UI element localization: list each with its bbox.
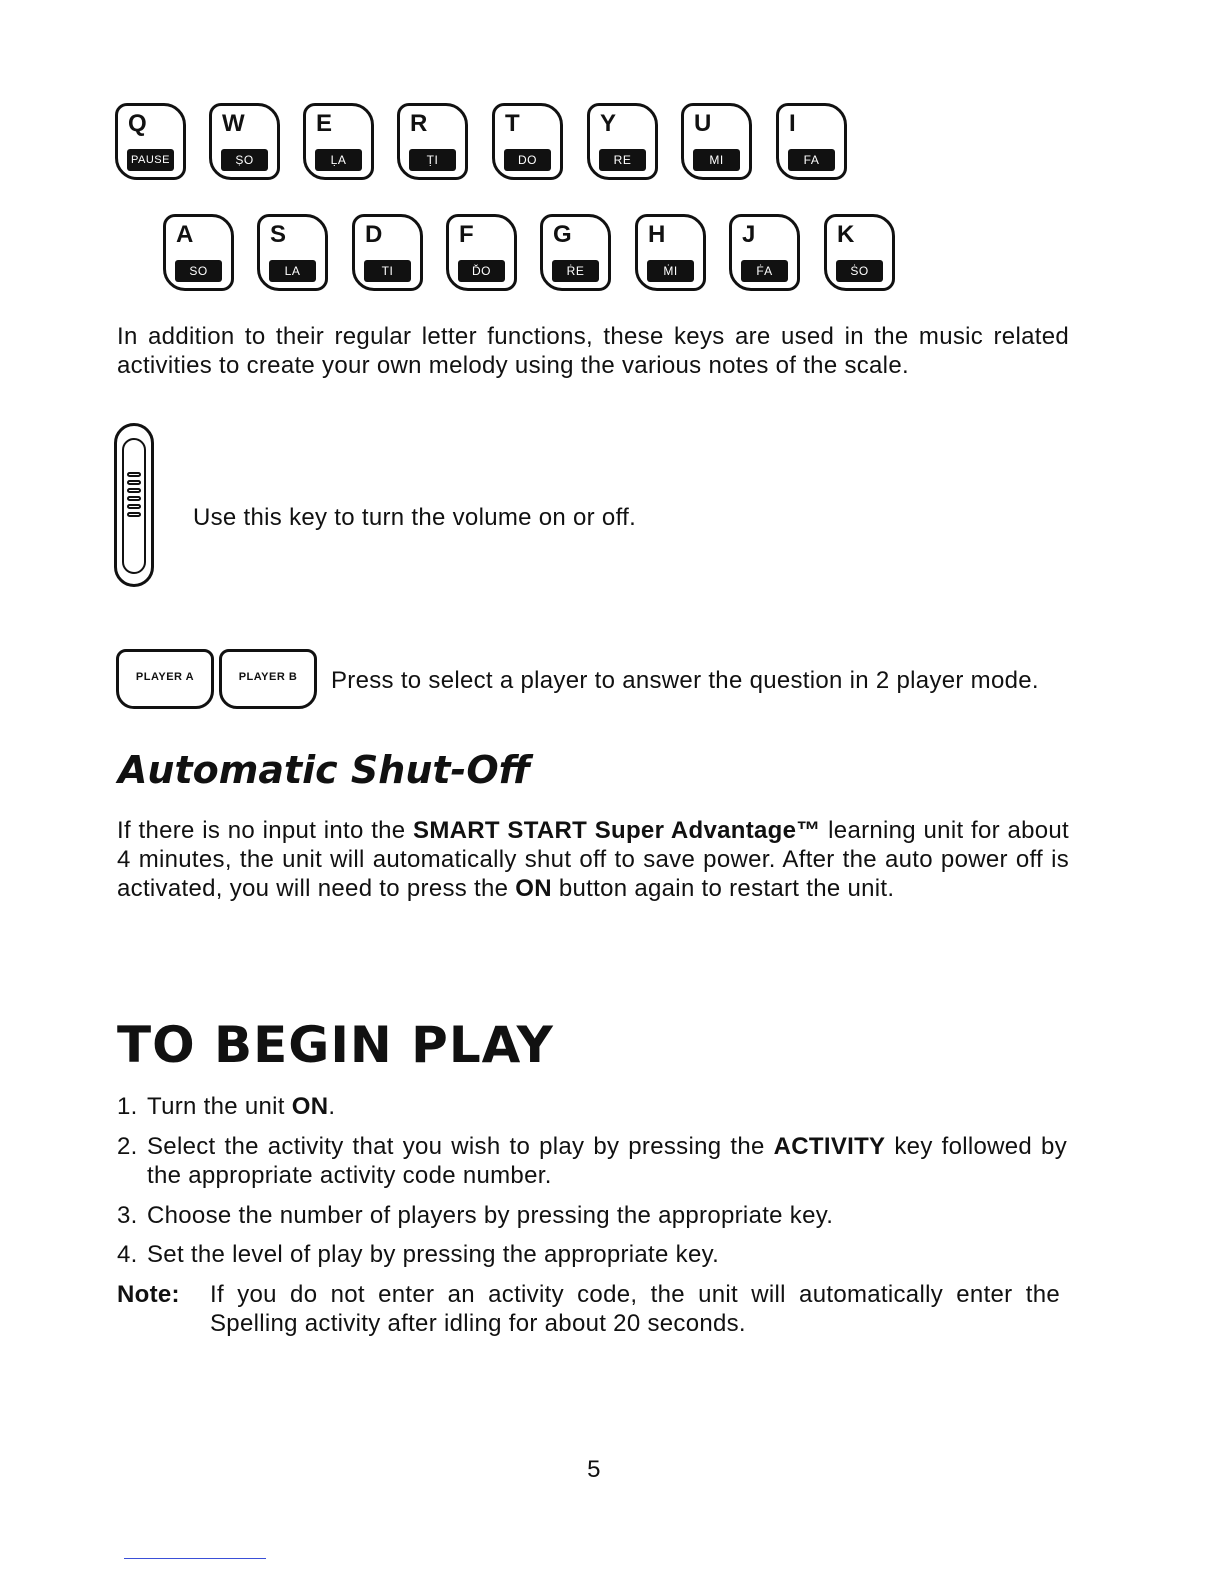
key-note: RE (599, 149, 646, 171)
volume-grip-icon (127, 480, 141, 485)
key-letter: Q (128, 110, 147, 137)
key-letter: S (270, 221, 287, 248)
volume-grip-icon (127, 496, 141, 501)
key-g[interactable] (540, 214, 611, 291)
volume-description: Use this key to turn the volume on or off. (193, 504, 637, 531)
key-a[interactable] (163, 214, 234, 291)
page-number: 5 (587, 1456, 601, 1483)
key-letter: G (553, 221, 572, 248)
step-keyword: ON (291, 1093, 329, 1120)
shutoff-text-1: If there is no input into the (117, 817, 414, 844)
step-number: 2. (117, 1133, 138, 1160)
step-4 (117, 1240, 1072, 1269)
player-a-label: PLAYER A (135, 671, 195, 683)
key-e[interactable] (303, 103, 374, 180)
footer-divider (124, 1558, 266, 1559)
on-word: ON (515, 875, 552, 902)
key-y[interactable] (587, 103, 658, 180)
step-3 (117, 1201, 1072, 1230)
key-note: LA (269, 260, 316, 282)
note-text: If you do not enter an activity code, the unit will automatically enter the Spelling activity after idling for about 20 seconds. (210, 1281, 1060, 1337)
key-letter: F (459, 221, 474, 248)
key-q[interactable] (115, 103, 186, 180)
key-note: ḶA (315, 149, 362, 171)
step-text: Choose the number of players by pressing the appropriate key. (147, 1202, 834, 1229)
step-text: key followed by the appropriate activity code number. (147, 1133, 1067, 1189)
key-note: FA (788, 149, 835, 171)
key-letter: D (365, 221, 383, 248)
key-letter: A (176, 221, 194, 248)
shutoff-heading: Automatic Shut-Off (118, 748, 531, 792)
note-block (117, 1280, 1067, 1338)
step-text: . (328, 1093, 336, 1120)
key-note: ĎO (458, 260, 505, 282)
step-2 (117, 1132, 1072, 1190)
shutoff-paragraph (117, 816, 1069, 903)
key-letter: I (789, 110, 796, 137)
step-1 (117, 1092, 1072, 1121)
step-text: Set the level of play by pressing the appropriate key. (147, 1241, 720, 1268)
key-note: ṠO (836, 260, 883, 282)
key-note: MI (693, 149, 740, 171)
volume-grip-icon (127, 504, 141, 509)
step-number: 3. (117, 1202, 138, 1229)
key-h[interactable] (635, 214, 706, 291)
key-r[interactable] (397, 103, 468, 180)
key-note: ṀI (647, 260, 694, 282)
key-note: ṢO (221, 149, 268, 171)
step-text: Select the activity that you wish to play by pressing the (147, 1133, 774, 1160)
key-t[interactable] (492, 103, 563, 180)
key-u[interactable] (681, 103, 752, 180)
key-note: TI (364, 260, 411, 282)
volume-slider-key[interactable] (114, 423, 154, 587)
step-number: 4. (117, 1241, 138, 1268)
player-description: Press to select a player to answer the question in 2 player mode. (331, 667, 1039, 694)
key-note: SO (175, 260, 222, 282)
keys-description: In addition to their regular letter functions, these keys are used in the music related activities to create your own melody using the various notes of the scale. (117, 323, 1069, 379)
key-note: PAUSE (127, 149, 174, 171)
key-letter: R (410, 110, 428, 137)
player-a-key[interactable] (116, 649, 214, 709)
key-letter: J (742, 221, 756, 248)
key-letter: U (694, 110, 712, 137)
key-letter: E (316, 110, 333, 137)
key-i[interactable] (776, 103, 847, 180)
volume-grip-icon (127, 488, 141, 493)
step-text: Turn the unit (147, 1093, 292, 1120)
key-letter: Y (600, 110, 617, 137)
step-keyword: ACTIVITY (773, 1133, 886, 1160)
key-letter: T (505, 110, 520, 137)
begin-heading: TO BEGIN PLAY (117, 1016, 554, 1074)
key-s[interactable] (257, 214, 328, 291)
shutoff-text-2: learning unit for about 4 minutes, the unit will automatically shut off to save power. After the auto power off is activated, you will need to press the (117, 817, 1070, 902)
player-b-key[interactable] (219, 649, 317, 709)
key-note: DO (504, 149, 551, 171)
key-letter: W (222, 110, 245, 137)
note-label: Note: (117, 1281, 180, 1308)
key-f[interactable] (446, 214, 517, 291)
key-d[interactable] (352, 214, 423, 291)
player-b-label: PLAYER B (238, 671, 298, 683)
shutoff-text-3: button again to restart the unit. (551, 875, 895, 902)
volume-grip-icon (127, 472, 141, 477)
step-number: 1. (117, 1093, 138, 1120)
product-name: SMART START Super Advantage™ (413, 817, 821, 844)
volume-grip-icon (127, 512, 141, 517)
key-letter: K (837, 221, 855, 248)
key-letter: H (648, 221, 666, 248)
key-k[interactable] (824, 214, 895, 291)
key-note: ḞA (741, 260, 788, 282)
key-j[interactable] (729, 214, 800, 291)
key-w[interactable] (209, 103, 280, 180)
key-note: ṬI (409, 149, 456, 171)
volume-track (122, 438, 146, 574)
key-note: ṘE (552, 260, 599, 282)
